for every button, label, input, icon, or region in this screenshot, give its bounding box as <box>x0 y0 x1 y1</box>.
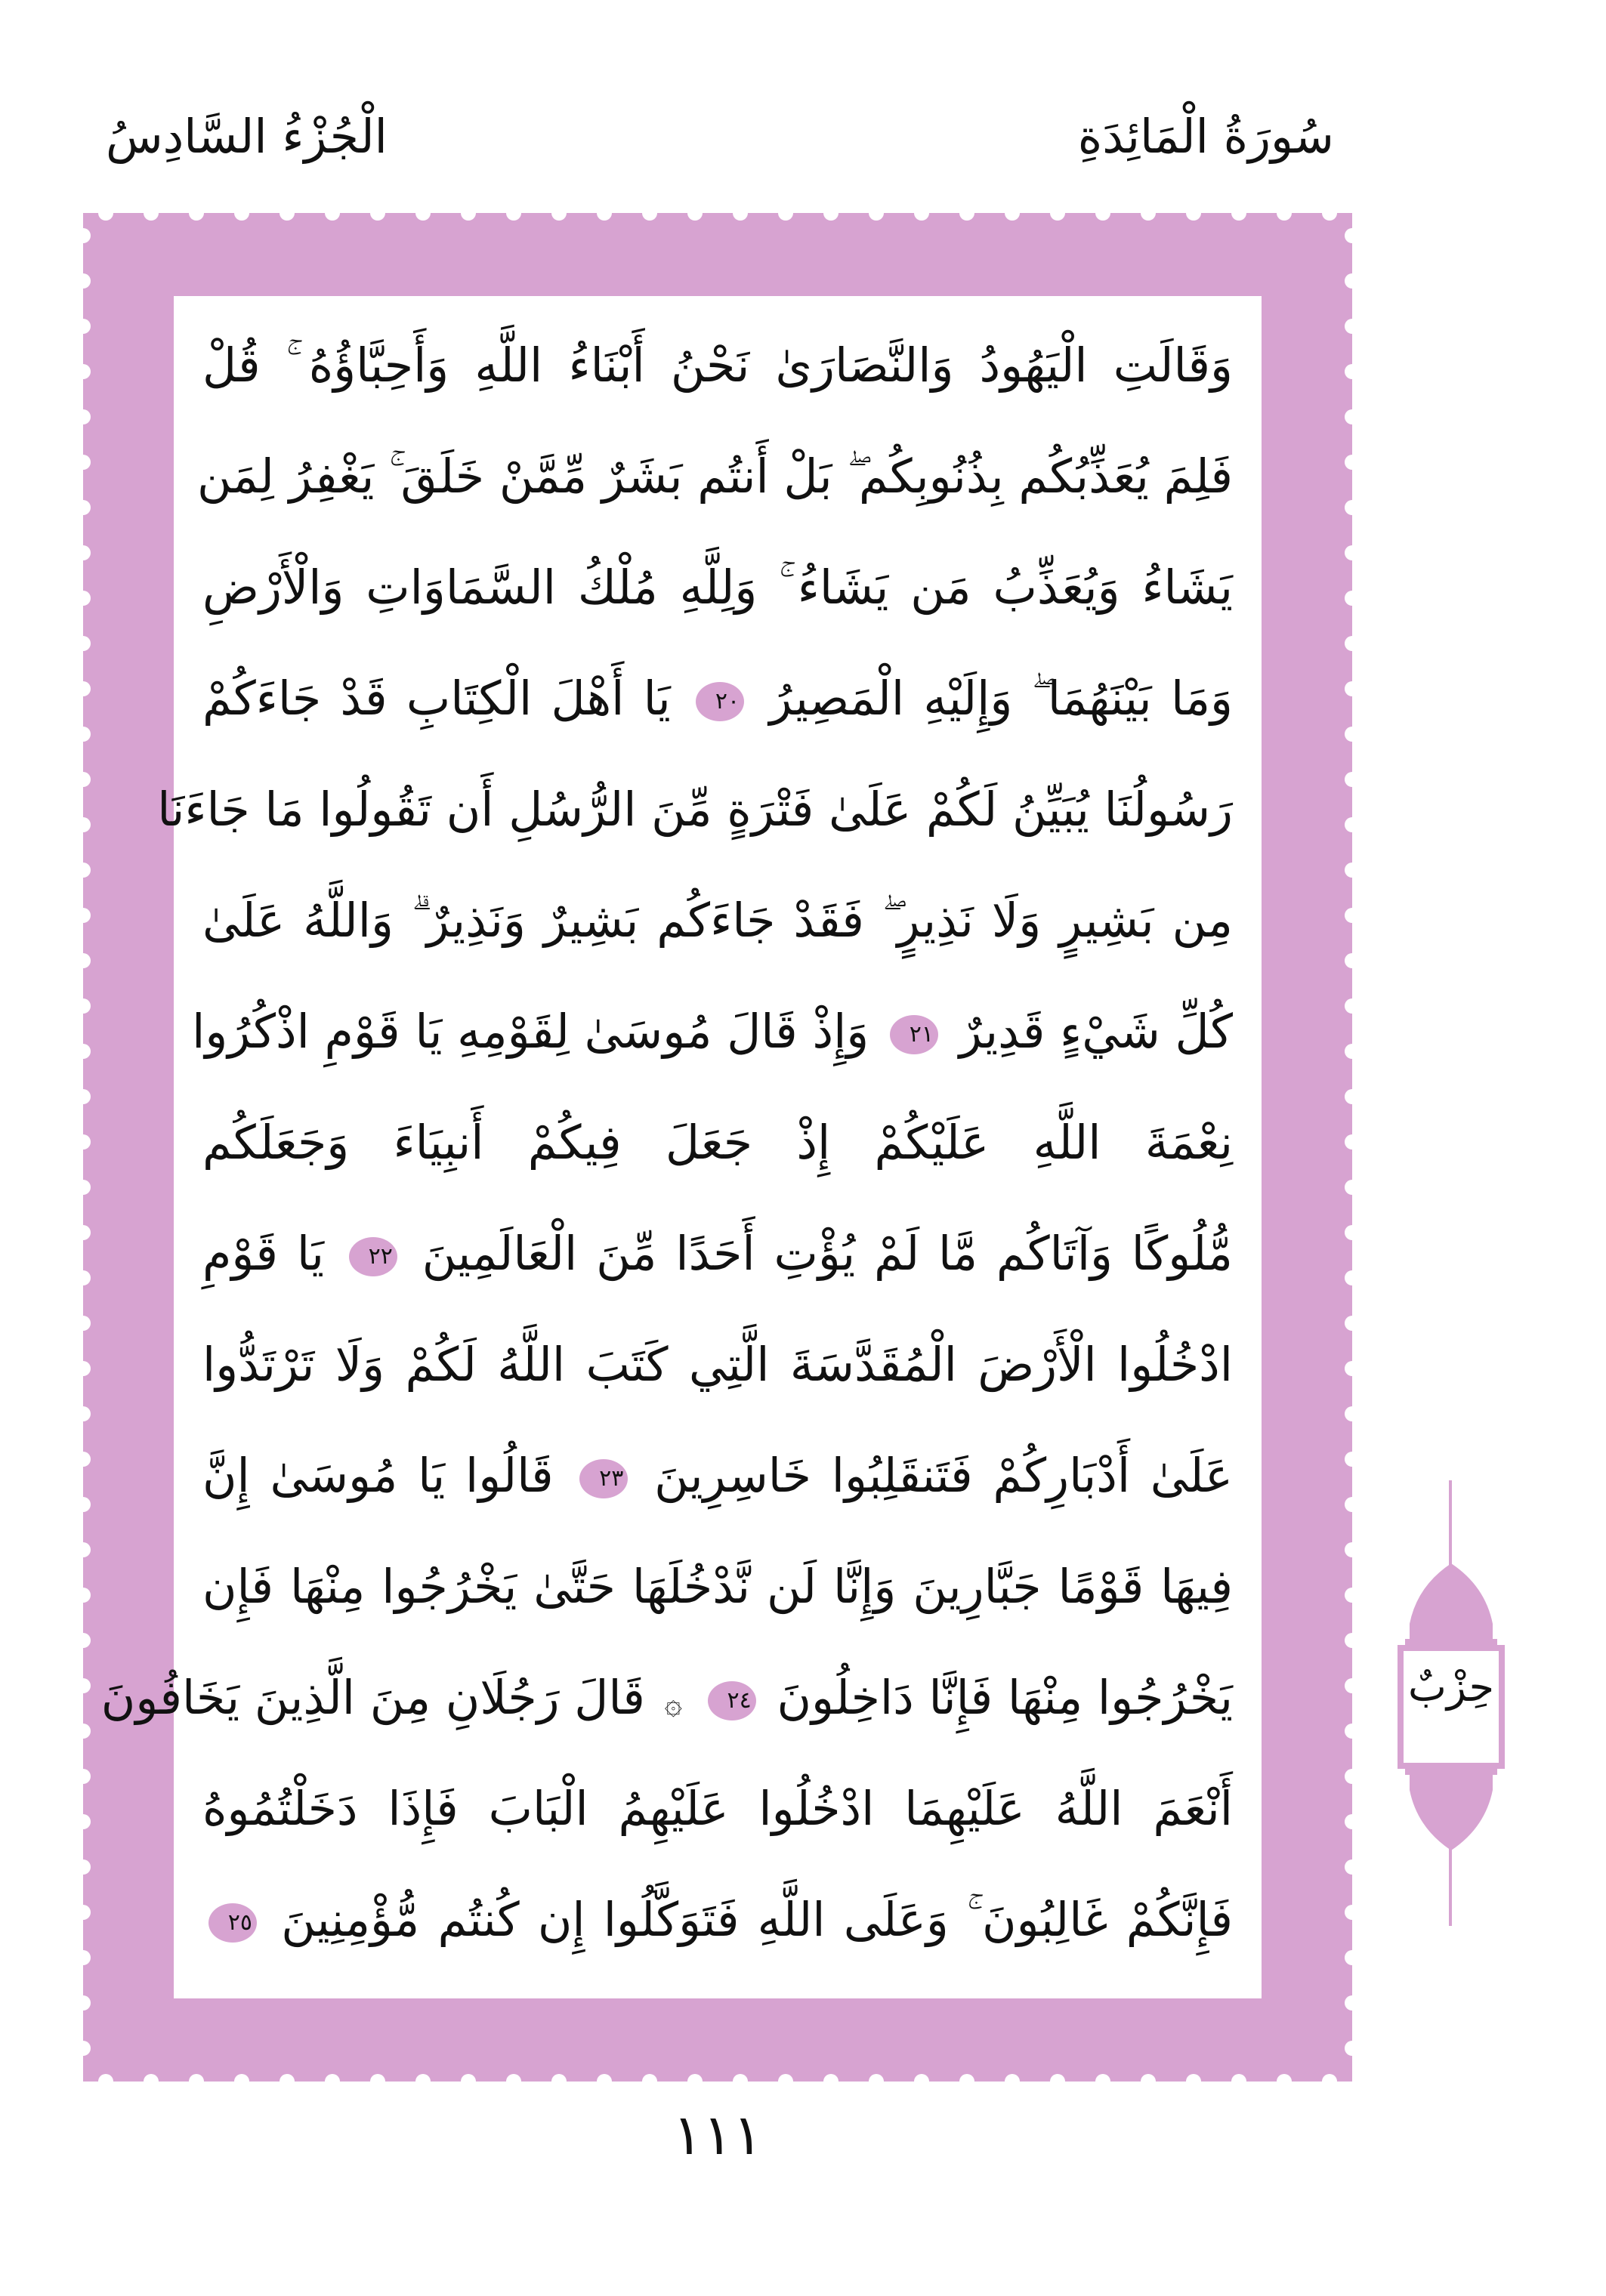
verse-text: يَا أَهْلَ الْكِتَابِ قَدْ جَاءَكُمْ <box>202 671 671 726</box>
text-panel <box>100 296 1262 1998</box>
verse-text: وَمَا بَيْنَهُمَا ۖ وَإِلَيْهِ الْمَصِيرُ <box>769 671 1234 726</box>
verse-line <box>202 532 1233 643</box>
page-number: ١١١ <box>672 2103 763 2168</box>
ayah-number-marker: ٢١ <box>890 1015 938 1054</box>
verse-text: نِعْمَةَ اللَّهِ عَلَيْكُمْ إِذْ جَعَلَ فِيكُمْ أَنبِيَاءَ وَجَعَلَكُم <box>202 1115 1233 1170</box>
verse-text: أَنْعَمَ اللَّهُ عَلَيْهِمَا ادْخُلُوا عَلَيْهِمُ الْبَابَ فَإِذَا دَخَلْتُمُوهُ <box>202 1781 1233 1836</box>
verse-line <box>202 310 1233 421</box>
verse-text: رَسُولُنَا يُبَيِّنُ لَكُمْ عَلَىٰ فَتْرَةٍ مِّنَ الرُّسُلِ أَن تَقُولُوا مَا جَاءَنَا <box>157 782 1233 837</box>
verse-line <box>202 1309 1233 1420</box>
page-border-frame <box>83 213 1352 2082</box>
verse-text: يَا قَوْمِ <box>202 1226 325 1281</box>
verse-line <box>196 421 1233 532</box>
verse-line <box>202 1864 1233 1975</box>
juz-title: الْجُزْءُ السَّادِسُ <box>106 109 388 164</box>
verse-line <box>202 1087 1233 1198</box>
verse-text: مِن بَشِيرٍ وَلَا نَذِيرٍ ۖ فَقَدْ جَاءَكُم بَشِيرٌ وَنَذِيرٌ ۗ وَاللَّهُ عَلَىٰ <box>202 893 1233 948</box>
ayah-number-marker: ٢٢ <box>349 1237 397 1276</box>
verse-text: ادْخُلُوا الْأَرْضَ الْمُقَدَّسَةَ الَّتِي كَتَبَ اللَّهُ لَكُمْ وَلَا تَرْتَدُّوا <box>202 1337 1233 1392</box>
verse-text: فِيهَا قَوْمًا جَبَّارِينَ وَإِنَّا لَن نَّدْخُلَهَا حَتَّىٰ يَخْرُجُوا مِنْهَا فَإِن <box>202 1559 1233 1614</box>
verse-line <box>202 1753 1233 1864</box>
verse-line <box>202 1420 1233 1531</box>
verse-text: يَخْرُجُوا مِنْهَا فَإِنَّا دَاخِلُونَ <box>777 1670 1233 1725</box>
verse-text: عَلَىٰ أَدْبَارِكُمْ فَتَنقَلِبُوا خَاسِرِينَ <box>654 1448 1233 1503</box>
verse-text: وَإِذْ قَالَ مُوسَىٰ لِقَوْمِهِ يَا قَوْمِ اذْكُرُوا <box>192 1004 869 1059</box>
verse-text: وَقَالَتِ الْيَهُودُ وَالنَّصَارَىٰ نَحْنُ أَبْنَاءُ اللَّهِ وَأَحِبَّاؤُهُ ۚ قُلْ <box>202 338 1233 393</box>
verse-text: كُلِّ شَيْءٍ قَدِيرٌ <box>959 1004 1233 1059</box>
verse-line <box>202 643 1233 754</box>
verse-line <box>202 1198 1233 1309</box>
ayah-number-marker: ٢٣ <box>579 1459 628 1498</box>
verse-text: قَالُوا يَا مُوسَىٰ إِنَّ <box>202 1448 554 1503</box>
verse-text: فَإِنَّكُمْ غَالِبُونَ ۚ وَعَلَى اللَّهِ فَتَوَكَّلُوا إِن كُنتُم مُّؤْمِنِينَ <box>281 1892 1233 1947</box>
verse-lines <box>100 310 1234 1985</box>
surah-title: سُورَةُ الْمَائِدَةِ <box>1077 109 1334 164</box>
verse-line <box>202 1531 1233 1642</box>
ayah-number-marker: ٢٠ <box>696 682 744 721</box>
ayah-number-marker: ٢٥ <box>208 1903 257 1943</box>
hizb-label: حِزْبٌ <box>1407 1663 1494 1711</box>
verse-line <box>100 1642 1233 1753</box>
ayah-number-marker: ٢٤ <box>708 1681 756 1720</box>
verse-text: يَشَاءُ وَيُعَذِّبُ مَن يَشَاءُ ۚ وَلِلَّهِ مُلْكُ السَّمَاوَاتِ وَالْأَرْضِ <box>202 560 1233 615</box>
verse-line <box>157 754 1233 865</box>
rub-el-hizb-icon: ۞ <box>664 1687 683 1721</box>
verse-text: فَلِمَ يُعَذِّبُكُم بِذُنُوبِكُم ۖ بَلْ أَنتُم بَشَرٌ مِّمَّنْ خَلَقَ ۚ يَغْفِرُ لِمَن <box>196 449 1233 504</box>
verse-line <box>192 976 1233 1087</box>
verse-text: قَالَ رَجُلَانِ مِنَ الَّذِينَ يَخَافُونَ <box>100 1670 645 1725</box>
verse-text: مُّلُوكًا وَآتَاكُم مَّا لَمْ يُؤْتِ أَحَدًا مِّنَ الْعَالَمِينَ <box>422 1226 1233 1281</box>
verse-line <box>202 865 1233 976</box>
